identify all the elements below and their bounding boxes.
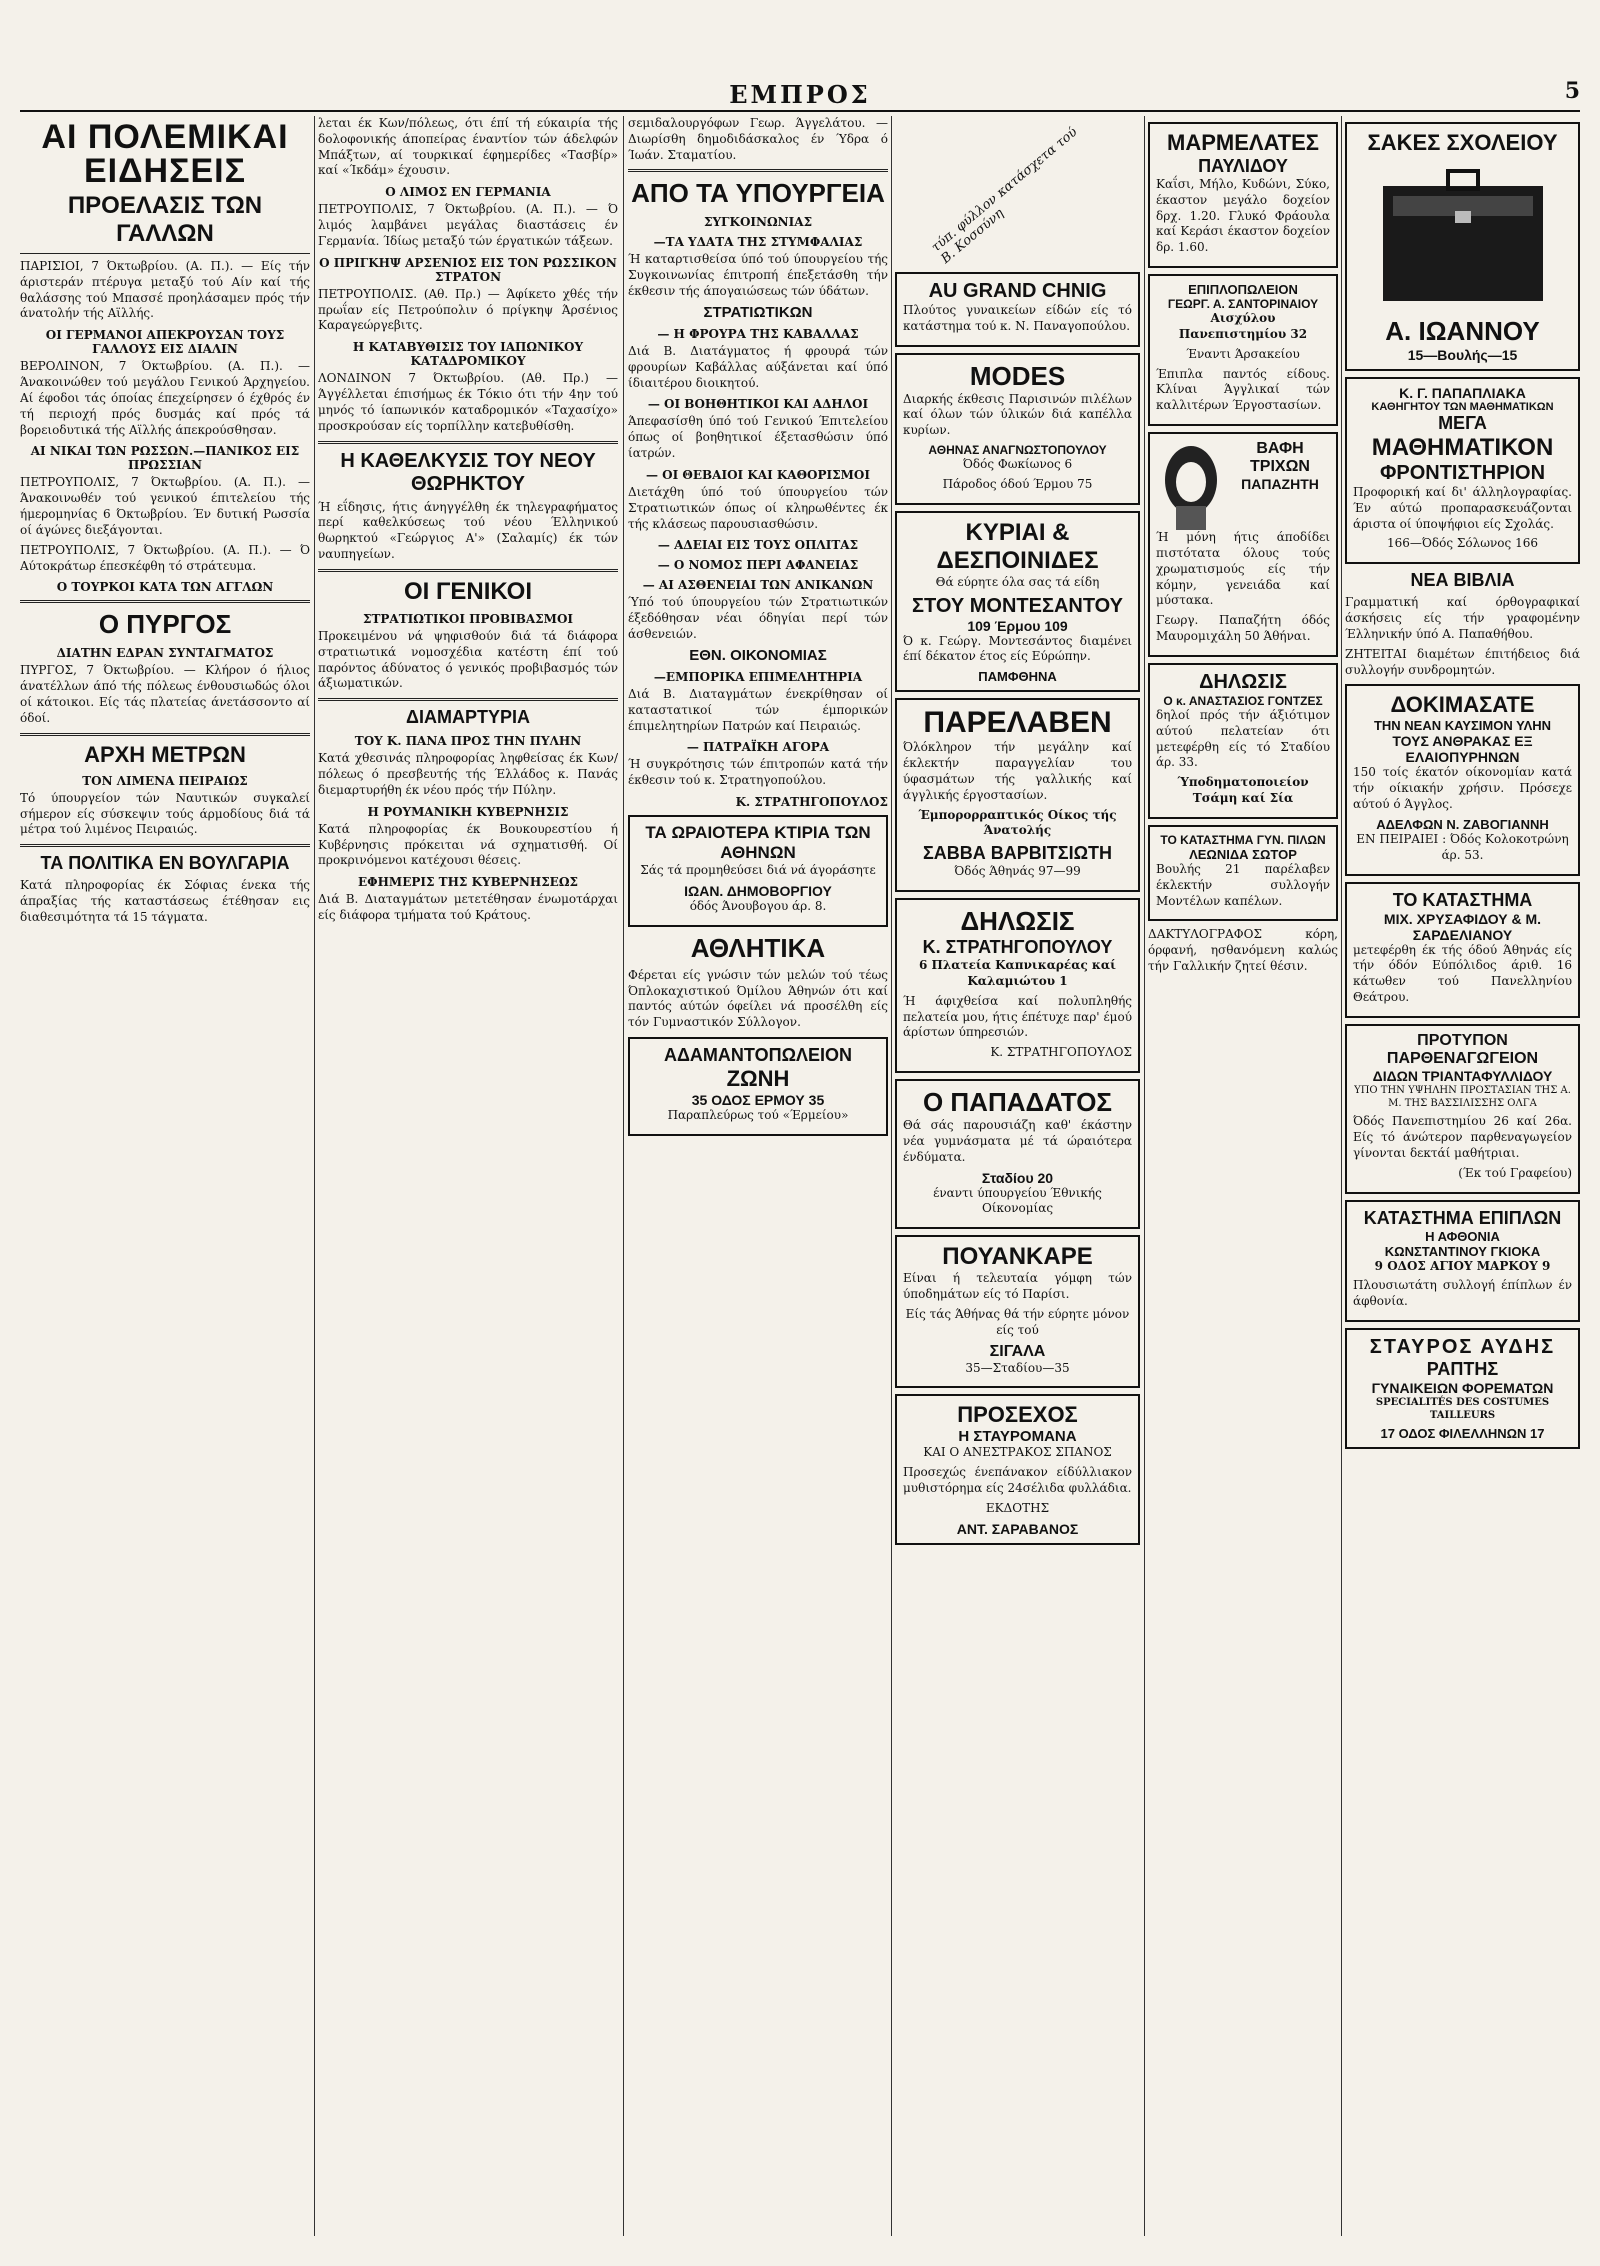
ad-text: Έμπορορραπτικός Οίκος τής Άνατολής [918, 807, 1117, 838]
article-text: ΠΕΤΡΟΥΠΟΛΙΣ, 7 Όκτωβρίου. (Α. Π.). — Ό λιμός λαμβάνει μεγάλας διαστάσεις έν Γερμανία. Ίδίως μεταξύ τών έργατικών τάξεων. [318, 202, 618, 248]
ad-address: Πάροδος όδού Έρμου 75 [942, 476, 1093, 491]
article-text: Προκειμένου νά ψηφισθούν διά τά διάφορα στρατιωτικά νομοσχέδια κατέστη έπί τού παρόντος άδύνατος ό γενικός προβιβασμός τών άξιωματικών. [318, 628, 618, 691]
ad-subtitle: Η ΑΦΘΟΝΙΑ [1425, 1228, 1500, 1244]
ad-girls-school [1345, 1024, 1580, 1194]
ad-chrysafidou [1345, 882, 1580, 1018]
ad-signature: Κ. ΣΤΡΑΤΗΓΟΠΟΥΛΟΣ [990, 1045, 1132, 1060]
ad-name: Α. ΙΩΑΝΝΟΥ [1385, 316, 1540, 346]
ad-title: ΚΑΤΑΣΤΗΜΑ ΕΠΙΠΛΩΝ [1363, 1207, 1562, 1228]
column-6 [1345, 116, 1580, 2236]
ad-text: Θά σάς παρουσιάζη καθ' έκάστην νέα γυμνάσματα μέ τά ώραιότερα ένδύματα. [903, 1118, 1132, 1164]
ad-title: ΡΑΠΤΗΣ [1426, 1359, 1499, 1380]
subheading: ΤΟΥ Κ. ΠΑΝΑ ΠΡΟΣ ΤΗΝ ΠΥΛΗΝ [354, 734, 582, 749]
ad-text: 150 τοίς έκατόν οίκονομίαν κατά τήν οίκιακήν χρήσιν. Πρόσεχε αύτού ό Άγγλος. [1353, 765, 1572, 812]
ad-tutoring [1345, 377, 1580, 564]
classified-text: ΔΑΚΤΥΛΟΓΡΑΦΟΣ κόρη, όρφανή, ησθανόμενη καλώς τήν Γαλλικήν ζητεί θέσιν. [1148, 927, 1338, 974]
ad-text: Προσεχώς ένεπάνακον είδύλλιακον μυθιστόρημα είς 24σέλιδα φυλλάδια. [903, 1465, 1132, 1495]
ad-title: ΣΑΚΕΣ ΣΧΟΛΕΙΟΥ [1367, 130, 1558, 155]
subhead-french-advance: ΠΡΟΕΛΑΣΙΣ ΤΩΝ ΓΑΛΛΩΝ [67, 192, 263, 247]
ad-title: ΕΠΙΠΛΟΠΩΛΕΙΟΝ [1188, 282, 1298, 298]
ad-text: ΕΚΔΟΤΗΣ [985, 1500, 1050, 1515]
ad-text: Θά εύρητε όλα σας τά είδη [935, 574, 1100, 589]
newspaper-title: ΕΜΠΡΟΣ [729, 80, 871, 109]
article-text: ΒΕΡΟΛΙΝΟΝ, 7 Όκτωβρίου. (Α. Π.). — Άνακοινώθεν τού μεγάλου Γενικού Άρχηγείου. Αί έφοδοι τάς όποίας έπεχείρησεν ό έχθρός έν τή περιοχή πρός δυσμάς καί πρός τά βορειοδυτικά τής Αϊλλής άπεκρούσθησαν. [20, 359, 310, 437]
ad-hair-dye [1148, 432, 1338, 657]
subheading: ΣΤΡΑΤΙΩΤΙΚΟΙ ΠΡΟΒΙΒΑΣΜΟΙ [362, 611, 574, 626]
ad-subtitle: ΚΑΘΗΓΗΤΟΥ ΤΩΝ ΜΑΘΗΜΑΤΙΚΩΝ [1371, 401, 1554, 413]
article-text: Τό ύπουργείον τών Ναυτικών συγκαλεί σήμερον είς σύσκεψιν τούς άρμοδίους διά τά μέτρα τού λιμένος Πειραιώς. [20, 790, 310, 837]
ad-tailor [1345, 1328, 1580, 1449]
ad-text: Ύποδηματοποιείον Τσάμη καί Σία [1177, 775, 1309, 806]
ad-title: ΚΥΡΙΑΙ & ΔΕΣΠΟΙΝΙΔΕΣ [936, 518, 1099, 574]
ad-text: Είναι ή τελευταία γόμφη τών ύποδημάτων είς τό Παρίσι. [903, 1271, 1132, 1302]
ad-name: ΣΤΟΥ ΜΟΝΤΕΣΑΝΤΟΥ [911, 594, 1124, 617]
ad-text: δηλοί πρός τήν άξιότιμον αύτού πελατείαν ότι μετεφέρθη είς τό Σταδίου άρ. 33. [1156, 707, 1330, 770]
ad-text: Είς τάς Άθήνας θά τήν εύρητε μόνον είς τού [905, 1306, 1130, 1337]
article-text: Διά Β. Διαταγμάτων ένεκρίθησαν οί καταστατικοί τών έμπορικών έπιμελητηρίων Πατρών καί Πειραιώς. [628, 686, 888, 733]
column-2 [318, 116, 618, 2236]
school-bag-icon [1373, 166, 1553, 306]
section-heading: —ΕΜΠΟΡΙΚΑ ΕΠΙΜΕΛΗΤΗΡΙΑ [653, 669, 863, 684]
ad-title: ΠΡΟΣΕΧΟΣ [957, 1402, 1078, 1428]
section-heading: — Η ΦΡΟΥΡΑ ΤΗΣ ΚΑΒΑΛΛΑΣ [657, 326, 859, 341]
section-heading: ΑΙ ΝΙΚΑΙ ΤΩΝ ΡΩΣΣΩΝ.—ΠΑΝΙΚΟΣ ΕΙΣ ΠΡΩΣΣΙΑΝ [30, 444, 300, 473]
headline-pyrgos: Ο ΠΥΡΓΟΣ [98, 609, 232, 640]
ad-name: Κ. Γ. ΠΑΠΑΠΛΙΑΚΑ [1399, 385, 1526, 401]
ad-furniture-gkioka [1345, 1200, 1580, 1322]
column-3 [628, 116, 888, 2236]
ad-text: SPECIALITÉS DES COSTUMES TAILLEURS [1375, 1397, 1550, 1422]
article-text: Διετάχθη ύπό τού ύπουργείου τών Στρατιωτικών όπως οί κληρωθέντες έκ τής κλάσεως παρουσιασθώσιν. [628, 484, 888, 531]
ad-school-bags [1345, 122, 1580, 371]
subheading: ΔΙΑΤΗΝ ΕΔΡΑΝ ΣΥΝΤΑΓΜΑΤΟΣ [56, 646, 274, 661]
column-divider [314, 116, 315, 2236]
article-text: λεται έκ Κων/πόλεως, ότι έπί τή εύκαιρία τής δολοφονικής άποπείρας έναντίον τών άδελφών Μπάξτων, αί τουρκικαί έφημερίδες «Τασβίρ» καί «Ίκδάμ» έχουσιν. [318, 116, 618, 178]
ad-modes [895, 353, 1140, 505]
section-heading: — ΟΙ ΘΕΒΑΙΟΙ ΚΑΙ ΚΑΘΟΡΙΣΜΟΙ [646, 467, 870, 482]
ad-address: 166—Όδός Σόλωνος 166 [1387, 536, 1538, 551]
section-heading: Η ΡΟΥΜΑΝΙΚΗ ΚΥΒΕΡΝΗΣΙΣ [367, 804, 569, 819]
ad-title: ΔΗΛΩΣΙΣ [960, 906, 1075, 937]
ad-name: ΓΕΩΡΓ. Α. ΣΑΝΤΟΡΙΝΑΙΟΥ [1167, 297, 1319, 312]
ad-charcoal [1345, 684, 1580, 875]
ad-address: 35—Σταδίου—35 [965, 1360, 1070, 1375]
ad-title: AU GRAND CHNIG [928, 280, 1107, 302]
section-heading: Ο ΠΡΙΓΚΗΨ ΑΡΣΕΝΙΟΣ ΕΙΣ ΤΟΝ ΡΩΣΣΙΚΟΝ ΣΤΡΑΤΟΝ [319, 255, 617, 284]
ad-title: ΤΟ ΚΑΤΑΣΤΗΜΑ ΓΥΝ. ΠΙΛΩΝ [1160, 832, 1326, 847]
ad-buildings [628, 815, 888, 927]
ad-text: Βουλής 21 παρέλαβεν έκλεκτήν συλλογήν Μοντέλων καπέλων. [1156, 861, 1330, 908]
ad-name: ΣΙΓΑΛΑ [989, 1342, 1046, 1360]
ad-furniture-santorinaiou [1148, 274, 1338, 426]
ad-name: ΑΔΕΛΦΩΝ Ν. ΖΑΒΟΓΙΑΝΝΗ [1376, 816, 1549, 832]
ad-text: Διαρκής έκθεσις Παρισινών πιλέλων καί όλων τών ύλικών διά καπέλλα κυρίων. [903, 391, 1132, 438]
ad-address: 17 ΟΔΟΣ ΦΙΛΕΛΛΗΝΩΝ 17 [1380, 1426, 1545, 1442]
column-4 [895, 116, 1140, 2236]
ad-address: 15—Βουλής—15 [1407, 347, 1518, 363]
article-text: σεμιδαλουργόφων Γεωρ. Άγγελάτου. — Διωρίσθη δημοδιδάσκαλος έν Ύδρα ό Ίωάν. Σταματίου. [628, 116, 888, 162]
section-heading: — ΑΔΕΙΑΙ ΕΙΣ ΤΟΥΣ ΟΠΛΙΤΑΣ [657, 538, 859, 553]
ad-name: ΠΑΠΑΖΗΤΗ [1241, 476, 1319, 493]
ad-title: ΒΑΦΗ ΤΡΙΧΩΝ [1250, 440, 1310, 476]
section-heading: Η ΚΑΤΑΒΥΘΙΣΙΣ ΤΟΥ ΙΑΠΩΝΙΚΟΥ ΚΑΤΑΔΡΟΜΙΚΟΥ [352, 340, 584, 369]
ad-title: ΜΑΘΗΜΑΤΙΚΟΝ [1371, 434, 1554, 461]
article-text: ΠΥΡΓΟΣ, 7 Όκτωβρίου. — Κλήρον ό ήλιος άνατέλλων άπό τής πόλεως ένθουσιωδώς όλοι οί κάτοικοι. Είς τάς πλατείας άνετάσσοντο αί όδοί. [20, 663, 310, 725]
headline-sports: ΑΘΛΗΤΙΚΑ [690, 932, 826, 963]
stamp-area [895, 116, 1140, 266]
article-text: Φέρεται είς γνώσιν τών μελών τού τέως Όπλοκαχιστικού Όμίλου Άθηνών ότι καί παντός αύτών όφείλει νά προσέλθη είς τόν Γυμναστικόν Σύλλογον. [628, 967, 888, 1030]
ad-text: Όδός Πανεπιστημίου 26 καί 26α. Είς τό άνώτερον παρθεναγωγείον γίνονται δεκτάί μαθήτριαι. [1353, 1114, 1572, 1160]
woman-portrait-icon [1156, 440, 1226, 530]
section-heading: Ο ΛΙΜΟΣ ΕΝ ΓΕΡΜΑΝΙΑ [385, 185, 551, 200]
column-divider [623, 116, 624, 2236]
ad-signature: (Έκ τού Γραφείου) [1458, 1165, 1572, 1180]
ad-name: ΑΝΤ. ΣΑΡΑΒΑΝΟΣ [956, 1520, 1079, 1537]
ad-text: Πλουσιωτάτη συλλογή έπίπλων έν άφθονία. [1353, 1278, 1572, 1309]
ad-parelaben [895, 698, 1140, 892]
ad-name: ΔΙΔΩΝ ΤΡΙΑΝΤΑΦΥΛΛΙΔΟΥ [1372, 1067, 1553, 1084]
ad-name: ΜΙΧ. ΧΡΥΣΑΦΙΔΟΥ & Μ. ΣΑΡΔΕΛΙΑΝΟΥ [1383, 910, 1542, 943]
ad-subtitle: ΤΗΝ ΝΕΑΝ ΚΑΥΣΙΜΟΝ ΥΛΗΝ [1373, 718, 1552, 734]
ad-hats [1148, 825, 1338, 921]
article-text: ΠΑΡΙΣΙΟΙ, 7 Όκτωβρίου. (Α. Π.). — Είς τήν άριστεράν πτέρυγα μεταξύ τού Αίν καί τής θαλάσσης τού Μπασσέ προηλάσαμεν πρός τήν άνατολήν τής Αϊλλής. [20, 259, 310, 321]
ad-title: ΠΑΡΕΛΑΒΕΝ [923, 706, 1112, 740]
ad-text: Ή άφιχθείσα καί πολυπληθής πελατεία μου, ήτις έπέτυχε παρ' έμού άρίστων ύπηρεσιών. [903, 993, 1132, 1040]
subheading: ΤΟΝ ΛΙΜΕΝΑ ΠΕΙΡΑΙΩΣ [82, 773, 248, 788]
ad-address: 109 Έρμου 109 [967, 617, 1068, 634]
ad-text: Παραπλεύρως τού «Έρμείου» [667, 1108, 849, 1123]
section-heading: ΕΦΗΜΕΡΙΣ ΤΗΣ ΚΥΒΕΡΝΗΣΕΩΣ [357, 875, 578, 890]
ad-prosexos [895, 1394, 1140, 1544]
ad-name: ΠΑΥΛΙΔΟΥ [1198, 156, 1288, 176]
article-text: Ή συγκρότησις τών έπιτροπών κατά τήν έκθεσιν τού κ. Στρατηγοπούλου. [628, 757, 888, 788]
ad-address: Όδός Φωκίωνος 6 [962, 457, 1073, 472]
ad-address: 6 Πλατεία Καπνικαρέας καί Καλαμιώτου 1 [919, 958, 1116, 988]
article-text: Κατά πληροφορίας έκ Σόφιας ένεκα τής άπραξίας τής καταστάσεως έτέθησαν εις διαθεσιμότητα τά 15 τάγματα. [20, 878, 310, 924]
headline-war-news: ΑΙ ΠΟΛΕΜΙΚΑΙ ΕΙΔΗΣΕΙΣ [41, 118, 289, 190]
ad-name: Ο κ. ΑΝΑΣΤΑΣΙΟΣ ΓΟΝΤΖΕΣ [1163, 693, 1323, 708]
ad-text: Προφορική καί δι' άλληλογραφίας. Έν αύτώ προπαρασκευάζονται άριστα οί ύποψήφιοι είς Σχολάς. [1353, 485, 1572, 531]
headline-measures: ΑΡΧΗ ΜΕΤΡΩΝ [84, 741, 246, 767]
ad-marmalades [1148, 122, 1338, 268]
ad-montesantos [895, 511, 1140, 692]
ad-name: Κ. ΣΤΡΑΤΗΓΟΠΟΥΛΟΥ [922, 937, 1113, 958]
ad-title: ΤΟΥΣ ΑΝΘΡΑΚΑΣ ΕΞ ΕΛΑΙΟΠΥΡΗΝΩΝ [1392, 733, 1533, 766]
ad-text: Ή μόνη ήτις άποδίδει πιστότατα όλους τούς χρωματισμούς είς τήν κόμην, γενειάδα καί μύστακα. [1156, 530, 1330, 608]
column-divider [891, 116, 892, 2236]
ad-name: ΛΕΩΝΙΔΑ ΣΩΤΟΡ [1189, 846, 1297, 862]
article-text: ΠΕΤΡΟΥΠΟΛΙΣ, 7 Όκτωβρίου. (Α. Π.). — Ό Αύτοκράτωρ έπεσκέφθη τό στράτευμα. [20, 542, 310, 573]
ad-grand-chnig [895, 272, 1140, 347]
masthead [20, 78, 1580, 112]
ad-title: ΠΡΟΤΥΠΟΝ ΠΑΡΘΕΝΑΓΩΓΕΙΟΝ [1386, 1031, 1539, 1067]
ad-address: 35 ΟΔΟΣ ΕΡΜΟΥ 35 [691, 1092, 825, 1109]
section-heading: — ΠΑΤΡΑΪΚΗ ΑΓΟΡΑ [686, 740, 830, 755]
article-text: Κατά χθεσινάς πληροφορίας ληφθείσας έκ Κων/πόλεως ό πρεσβευτής τής Έλλάδος κ. Πανάς διεμαρτυρήθη έκ νέου πρός τήν Πύλην. [318, 751, 618, 797]
heading-economy: ΕΘΝ. ΟΙΚΟΝΟΜΙΑΣ [689, 646, 827, 664]
ad-declaration [895, 898, 1140, 1073]
column-1 [20, 116, 310, 2236]
ad-address: Αισχύλου Πανεπιστημίου 32 [1178, 311, 1308, 341]
handwritten-stamp: τύπ. φύλλον κατάσχετα τού Β. Κοσσύνη [928, 124, 1081, 267]
ad-title: ΔΟΚΙΜΑΣΑΤΕ [1390, 692, 1535, 718]
article-text: Ή εΐδησις, ήτις άνηγγέλθη έκ τηλεγραφήματος περί καθελκύσεως τού νέου Έλληνικού θωρηκτού «Γεώργιος Α'» (Σαλαμίς) έκ τών ναυπηγείων. [318, 499, 618, 562]
article-text: Γραμματική καί όρθογραφικαί άσκήσεις είς τήν γραφομένην Έλληνικήν ύπό Α. Παπαθήθου. [1345, 595, 1580, 641]
ad-name: ΖΩΝΗ [726, 1066, 790, 1092]
ad-title: ΠΟΥΑΝΚΑΡΕ [942, 1243, 1093, 1271]
ad-title: ΜΕΓΑ [1438, 413, 1487, 433]
article-text: Διά Β. Διαταγμάτων μετετέθησαν ένωμοτάρχαι είς διάφορα τμήματα τού Κράτους. [318, 892, 618, 923]
column-5 [1148, 116, 1338, 2236]
ad-address: Σταδίου 20 [981, 1169, 1054, 1186]
ad-text: Σάς τά προμηθεύσει διά νά άγοράσητε [640, 863, 876, 878]
ad-subtitle: Η ΣΤΑΥΡΟΜΑΝΑ [958, 1428, 1077, 1446]
ad-address: Γεωργ. Παπαζήτη όδός Μαυρομιχάλη 50 Άθήναι. [1156, 613, 1330, 644]
ad-title: ΑΔΑΜΑΝΤΟΠΩΛΕΙΟΝ [663, 1045, 853, 1066]
article-text: Κατά πληροφορίας έκ Βουκουρεστίου ή Κυβέρνησις πρόκειται νά σχηματισθή. Οί προκρινόμενοι κατέχουσι θέσεις. [318, 821, 618, 868]
ad-address: Έναντι Άρσακείου [1186, 346, 1300, 361]
ad-jeweller [628, 1037, 888, 1136]
ad-text: μετεφέρθη έκ τής όδού Άθηνάς είς τήν όδόν Εύπόλιδος άριθ. 16 κάτωθεν τού Πανελληνίου Θεάτρου. [1353, 942, 1572, 1005]
ad-text: έναντι ύπουργείου Έθνικής Οίκονομίας [933, 1185, 1102, 1216]
ad-name: ΑΘΗΝΑΣ ΑΝΑΓΝΩΣΤΟΠΟΥΛΟΥ [928, 443, 1107, 458]
heading-military: ΣΤΡΑΤΙΩΤΙΚΩΝ [703, 303, 813, 321]
section-heading: —ΤΑ ΥΔΑΤΑ ΤΗΣ ΣΤΥΜΦΑΛΙΑΣ [653, 235, 863, 250]
section-heading: — Ο ΝΟΜΟΣ ΠΕΡΙ ΑΦΑΝΕΙΑΣ [657, 558, 859, 573]
signature: Κ. ΣΤΡΑΤΗΓΟΠΟΥΛΟΣ [735, 795, 888, 810]
column-divider [1144, 116, 1145, 2236]
ad-title: ΜΑΡΜΕΛΑΤΕΣ [1167, 130, 1319, 155]
ad-text: Καΐσι, Μήλο, Κυδώνι, Σύκο, έκαστον μεγάλο δοχείον δρχ. 1.20. Γλυκό Φράουλα καί Κεράσι έκαστον δοχείον δρ. 1.60. [1156, 177, 1330, 255]
headline-protest: ΔΙΑΜΑΡΤΥΡΙΑ [406, 707, 530, 728]
section-heading: Ο ΤΟΥΡΚΟΙ ΚΑΤΑ ΤΩΝ ΑΓΓΛΩΝ [56, 580, 274, 595]
ad-address: όδός Άνουβογου άρ. 8. [689, 898, 827, 913]
section-heading: ΟΙ ΓΕΡΜΑΝΟΙ ΑΠΕΚΡΟΥΣΑΝ ΤΟΥΣ ΓΑΛΛΟΥΣ ΕΙΣ ΔΙΑΛΙΝ [45, 328, 285, 357]
ad-tagline: ΠΑΜΦΘΗΝΑ [978, 669, 1057, 685]
ad-subtitle: ΚΑΙ Ο ΑΝΕΣΤΡΑΚΟΣ ΣΠΑΝΟΣ [923, 1445, 1112, 1460]
ad-name: ΣΤΑΥΡΟΣ ΑΥΔΗΣ [1369, 1336, 1556, 1359]
ad-title: MODES [969, 360, 1066, 391]
ad-name: ΙΩΑΝ. ΔΗΜΟΒΟΡΓΙΟΥ [684, 882, 832, 899]
subheading: ΣΥΓΚΟΙΝΩΝΙΑΣ [703, 215, 813, 230]
section-heading: — ΑΙ ΑΣΘΕΝΕΙΑΙ ΤΩΝ ΑΝΙΚΑΝΩΝ [642, 578, 874, 593]
ad-title: ΔΗΛΩΣΙΣ [1199, 670, 1287, 693]
classified-text: ΖΗΤΕΙΤΑΙ διαμέτων έπιτήδειος διά συλλογήν συνδρομητών. [1345, 646, 1580, 677]
ad-title: ΤΟ ΚΑΤΑΣΤΗΜΑ [1392, 889, 1533, 910]
ad-text: Ό κ. Γεώργ. Μοντεσάντος διαμένει έπί δέκατον έτος είς Εύρώπην. [903, 633, 1132, 664]
headline-bulgaria: ΤΑ ΠΟΛΙΤΙΚΑ ΕΝ ΒΟΥΛΓΑΡΙΑ [40, 853, 290, 874]
ad-subtitle: ΓΥΝΑΙΚΕΙΩΝ ΦΟΡΕΜΑΤΩΝ [1371, 1380, 1554, 1397]
ad-text: Όλόκληρον τήν μεγάλην καί έκλεκτήν παραγγελίαν του ύφασμάτων τής γαλλικής καί άγγλικής έργοστασίων. [903, 740, 1132, 802]
heading-new-books: ΝΕΑ ΒΙΒΛΙΑ [1410, 570, 1515, 591]
ad-address: Όδός Άθηνάς 97—99 [954, 864, 1081, 879]
ad-subtitle: ΥΠΟ ΤΗΝ ΥΨΗΛΗΝ ΠΡΟΣΤΑΣΙΑΝ ΤΗΣ Α. Μ. ΤΗΣ ΒΑΣΣΙΛΙΣΣΗΣ ΟΛΓΑ [1354, 1084, 1571, 1110]
ad-text: Έπιπλα παντός είδους. Κλίναι Άγγλικαί τών καλλιτέρων Έργοστασίων. [1156, 366, 1330, 413]
ad-text: Πλούτος γυναικείων είδών είς τό κατάστημα τού κ. Ν. Παναγοπούλου. [903, 303, 1132, 333]
section-heading: — ΟΙ ΒΟΗΘΗΤΙΚΟΙ ΚΑΙ ΑΔΗΛΟΙ [647, 397, 869, 412]
ad-papadatos [895, 1079, 1140, 1229]
article-text: Διά Β. Διατάγματος ή φρουρά τών φρουρίων Καβάλλας αύξάνεται καί ύπό ίδιαιτέρου διοικητού. [628, 343, 888, 390]
ad-poincare [895, 1235, 1140, 1388]
article-text: ΠΕΤΡΟΥΠΟΛΙΣ, 7 Όκτωβρίου. (Α. Π.). — Άνακοινωθέν τού γενικού έπιτελείου τής ήμερομηνίας 6 Όκτωβρίου. Έν δυτική Ρωσσία οί άγώνες διεξάγονται. [20, 475, 310, 537]
ad-name: ΣΑΒΒΑ ΒΑΡΒΙΤΣΙΩΤΗ [922, 843, 1113, 864]
article-text: Ή καταρτισθείσα ύπό τού ύπουργείου τής Συγκοινωνίας έπιτροπή έπεξετάσθη τήν έκθεσιν τής άπογαιώσεως τών ύδάτων. [628, 252, 888, 299]
column-divider [1341, 116, 1342, 2236]
page-number: 5 [1564, 78, 1580, 104]
ad-name: ΚΩΝΣΤΑΝΤΙΝΟΥ ΓΚΙΟΚΑ [1384, 1243, 1541, 1259]
ad-address: ΕΝ ΠΕΙΡΑΙΕΙ : Όδός Κολοκοτρώνη άρ. 53. [1356, 831, 1569, 862]
ad-title: ΦΡΟΝΤΙΣΤΗΡΙΟΝ [1379, 462, 1546, 484]
headline-generals: ΟΙ ΓΕΝΙΚΟΙ [403, 577, 532, 605]
article-text: Ύπό τού ύπουργείου τών Στρατιωτικών έξεδόθησαν νέαι όδηγίαι περί τών άσθενειών. [628, 595, 888, 642]
article-text: Άπεφασίσθη ύπό τού Γενικού Έπιτελείου όπως οί βοηθητικοί έξετασθώσιν ύπό ίατρών. [628, 414, 888, 461]
ad-address: 9 ΟΔΟΣ ΑΓΙΟΥ ΜΑΡΚΟΥ 9 [1374, 1258, 1551, 1273]
article-text: ΠΕΤΡΟΥΠΟΛΙΣ. (Αθ. Πρ.) — Άφίκετο χθές τήν πρωΐαν είς Πετρούπολιν ό πρίγκηψ Άρσένιος Καραγεώργεβιτς. [318, 286, 618, 333]
ad-gontzes [1148, 663, 1338, 819]
article-text: ΛΟΝΔΙΝΟΝ 7 Όκτωβρίου. (Αθ. Πρ.) — Άγγέλλεται έπισήμως έκ Τόκιο ότι τήν 4ην τού μηνός τό ίαπωνικόν καταδρομικόν «Ταχασίχο» προσκρούσαν είς τορπίλλην κατεβυθίσθη. [318, 371, 618, 433]
ad-title: Ο ΠΑΠΑΔΑΤΟΣ [922, 1087, 1113, 1118]
headline-launch: Η ΚΑΘΕΛΚΥΣΙΣ ΤΟΥ ΝΕΟΥ ΘΩΡΗΚΤΟΥ [340, 449, 596, 495]
headline-ministries: ΑΠΟ ΤΑ ΥΠΟΥΡΓΕΙΑ [631, 178, 885, 209]
ad-title: ΤΑ ΩΡΑΙΟΤΕΡΑ ΚΤΙΡΙΑ ΤΩΝ ΑΘΗΝΩΝ [645, 823, 871, 863]
